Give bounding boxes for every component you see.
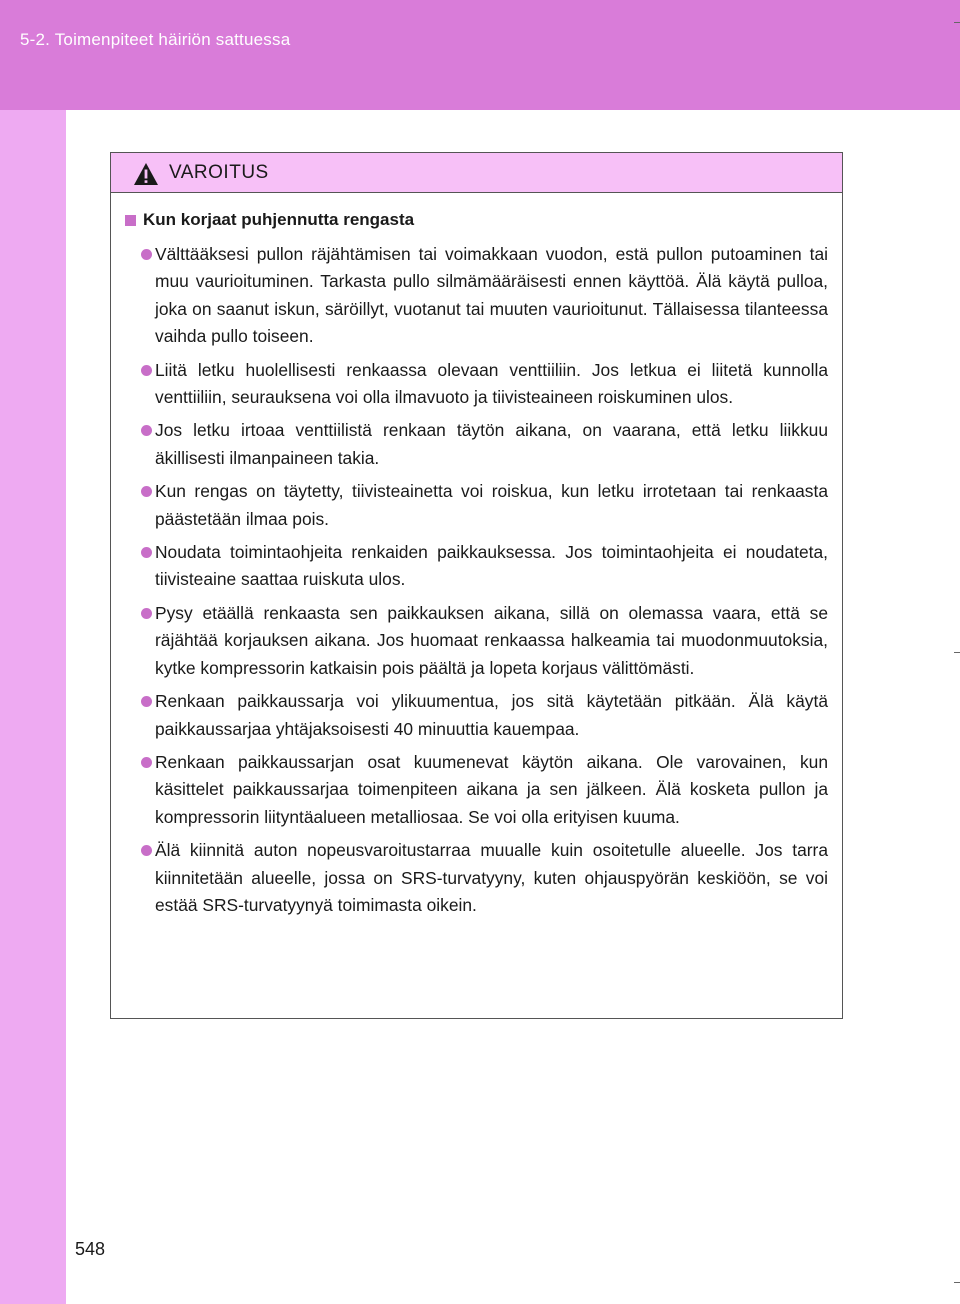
crop-mark-bottom: [954, 1282, 960, 1283]
list-item: [125, 688, 828, 743]
list-item: [125, 478, 828, 533]
bullet-dot-icon: [141, 547, 152, 558]
warning-title: VAROITUS: [169, 162, 269, 183]
list-item: [125, 600, 828, 682]
square-bullet-icon: [125, 215, 136, 226]
warning-bullet-list: [125, 241, 828, 919]
list-item: [125, 837, 828, 919]
bullet-dot-icon: [141, 845, 152, 856]
bullet-text: Noudata toimintaohjeita renkaiden paikkauksessa. Jos toimintaohjeita ei noudateta, tiivisteaine saattaa ruiskuta ulos.: [155, 542, 828, 590]
list-item: [125, 749, 828, 831]
list-item: [125, 357, 828, 412]
crop-mark-middle: [954, 652, 960, 653]
bullet-dot-icon: [141, 757, 152, 768]
bullet-dot-icon: [141, 425, 152, 436]
bullet-text: Jos letku irtoaa venttiilistä renkaan täytön aikana, on vaarana, että letku liikkuu äkillisesti ilmanpaineen takia.: [155, 420, 828, 468]
bullet-dot-icon: [141, 365, 152, 376]
warning-body: [111, 193, 842, 919]
bullet-text: Renkaan paikkaussarja voi ylikuumentua, jos sitä käytetään pitkään. Älä käytä paikkaussarjaa yhtäjaksoisesti 40 minuuttia kauempaa.: [155, 691, 828, 739]
side-band: [0, 110, 66, 1304]
bullet-dot-icon: [141, 696, 152, 707]
bullet-text: Kun rengas on täytetty, tiivisteainetta voi roiskua, kun letku irrotetaan tai renkaasta päästetään ilmaa pois.: [155, 481, 828, 529]
warning-header: [111, 153, 842, 193]
subheading-text: Kun korjaat puhjennutta rengasta: [143, 210, 415, 229]
warning-triangle-icon: [133, 162, 159, 186]
bullet-text: Renkaan paikkaussarjan osat kuumenevat käytön aikana. Ole varovainen, kun käsittelet paikkaussarjaa toimenpiteen aikana ja sen jälkeen. Älä kosketa pullon ja kompressorin liityntäalueen metalliosaa. Se voi olla erityisen kuuma.: [155, 751, 828, 827]
warning-subheading: [125, 207, 828, 233]
bullet-text: Älä kiinnitä auton nopeusvaroitustarraa muualle kuin osoitetulle alueelle. Jos tarra kiinnitetään alueelle, jossa on SRS-turvatyyny, kuten ohjauspyörän keskiöön, se voi estää SRS-turvatyynyä toimimasta oikein.: [155, 840, 828, 915]
header-band: [0, 0, 960, 110]
bullet-dot-icon: [141, 486, 152, 497]
crop-mark-top: [954, 22, 960, 23]
bullet-dot-icon: [141, 249, 152, 260]
bullet-dot-icon: [141, 608, 152, 619]
page-number: 548: [75, 1239, 106, 1259]
bullet-text: Pysy etäällä renkaasta sen paikkauksen aikana, sillä on olemassa vaara, että se räjähtää korjauksen aikana. Jos huomaat renkaassa halkeamia tai muodonmuutoksia, kytke kompressorin katkaisin pois päältä ja lopeta korjaus välittömästi.: [155, 602, 828, 678]
list-item: [125, 539, 828, 594]
list-item: [125, 417, 828, 472]
section-title: 5-2. Toimenpiteet häiriön sattuessa: [20, 30, 291, 49]
bullet-text: Välttääksesi pullon räjähtämisen tai voimakkaan vuodon, estä pullon putoaminen tai muu vaurioituminen. Tarkasta pullo silmämääräisesti ennen käyttöä. Älä käytä pulloa, joka on saanut iskun, säröillyt, vuotanut tai muuten vaurioitunut. Tällaisessa tilanteessa vaihda pullo toiseen.: [155, 244, 828, 347]
warning-box: [110, 152, 843, 1019]
list-item: [125, 241, 828, 351]
bullet-text: Liitä letku huolellisesti renkaassa olevaan venttiiliin. Jos letkua ei liitetä kunnolla venttiiliin, seurauksena voi olla ilmavuoto ja tiivisteaineen roiskuminen ulos.: [155, 359, 828, 408]
